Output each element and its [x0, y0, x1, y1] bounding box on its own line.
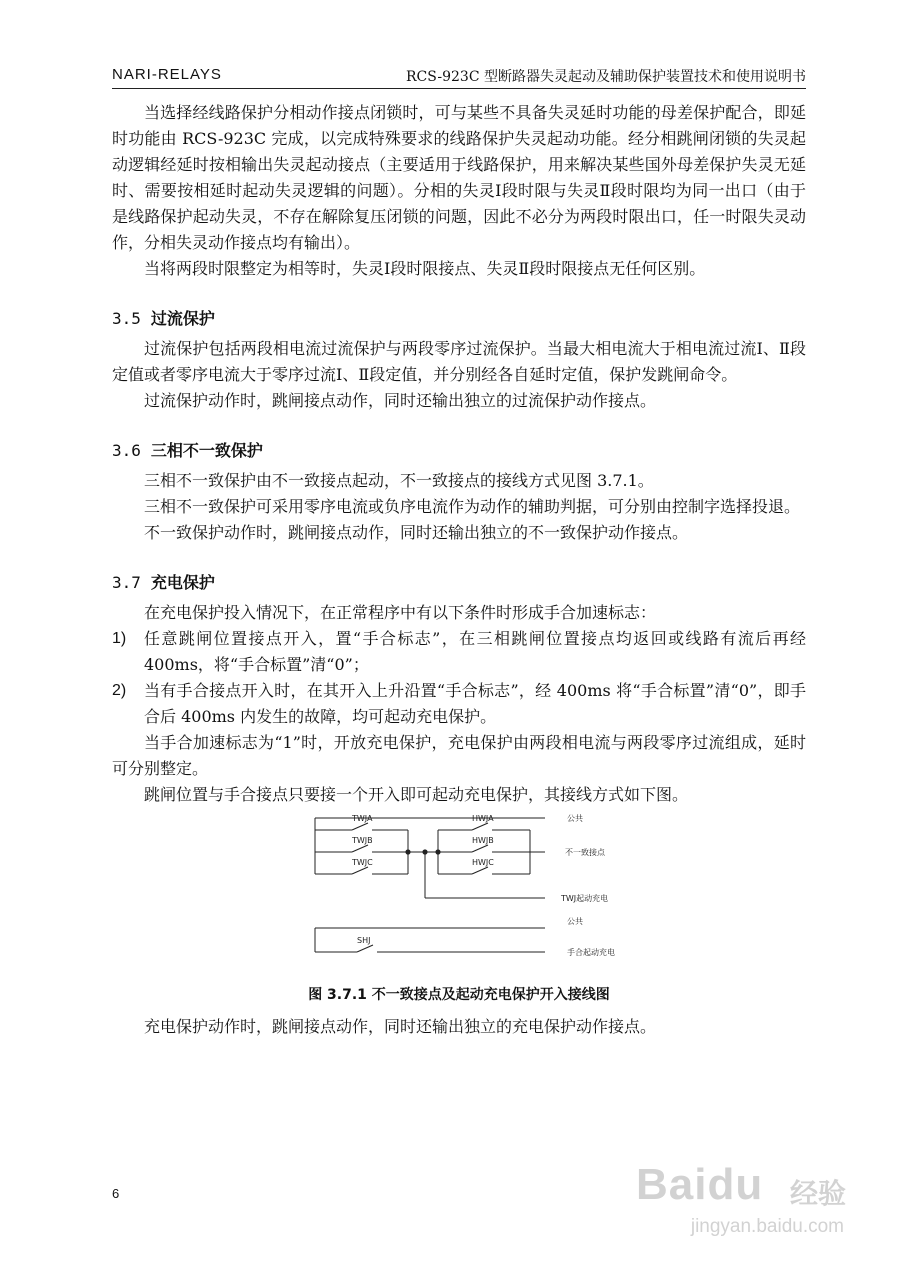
header-brand: NARI-RELAYS [112, 66, 222, 83]
header-doc-title: RCS-923C 型断路器失灵起动及辅助保护装置技术和使用说明书 [406, 69, 806, 85]
list-item [112, 626, 806, 678]
intro-paragraph: 当将两段时限整定为相等时，失灵Ⅰ段时限接点、失灵Ⅱ段时限接点无任何区别。 [144, 259, 706, 278]
section-heading [112, 438, 806, 464]
junction-dot [405, 849, 410, 854]
junction-dot [422, 849, 427, 854]
section-heading [112, 306, 806, 332]
contact-label: TWJA [352, 814, 373, 823]
list-text: 当有手合接点开入时，在其开入上升沿置“手合标志”，经 400ms 将“手合标置”清“0”，即手合后 400ms 内发生的故障，均可起动充电保护。 [144, 681, 806, 726]
terminal-label: 公共 [567, 917, 583, 926]
terminal-label: 手合起动充电 [567, 948, 615, 957]
section-number: 3.6 [112, 441, 141, 460]
section-paragraph: 过流保护动作时，跳闸接点动作，同时还输出独立的过流保护动作接点。 [144, 391, 657, 410]
list-number: 1) [112, 630, 127, 647]
terminal-label: TWJ起动充电 [561, 894, 609, 903]
baidu-watermark [636, 1160, 846, 1250]
section-heading [112, 570, 806, 596]
terminal-label: 公共 [567, 814, 583, 823]
junction-dot [435, 849, 440, 854]
contact-label: SHJ [357, 936, 371, 945]
closing-paragraph: 充电保护动作时，跳闸接点动作，同时还输出独立的充电保护动作接点。 [144, 1017, 657, 1036]
section-paragraph: 不一致保护动作时，跳闸接点动作，同时还输出独立的不一致保护动作接点。 [144, 523, 689, 542]
contact-label: TWJC [352, 858, 373, 867]
contact-label: HWJB [472, 836, 494, 845]
section-number: 3.5 [112, 309, 141, 328]
section-paragraph: 当手合加速标志为“1”时，开放充电保护，充电保护由两段相电流与两段零序过流组成，延时可分别整定。 [112, 733, 806, 778]
list-number: 2) [112, 682, 127, 699]
terminal-label: 不一致接点 [565, 848, 605, 857]
page-number: 6 [112, 1186, 120, 1201]
section-paragraph: 三相不一致保护可采用零序电流或负序电流作为动作的辅助判据，可分别由控制字选择投退。 [144, 497, 801, 516]
list-item [112, 678, 806, 730]
section-paragraph: 三相不一致保护由不一致接点起动，不一致接点的接线方式见图 3.7.1。 [144, 471, 654, 490]
section-paragraph: 跳闸位置与手合接点只要接一个开入即可起动充电保护，其接线方式如下图。 [144, 785, 689, 804]
wiring-diagram-svg [112, 810, 806, 980]
figure-caption: 图 3.7.1 不一致接点及起动充电保护开入接线图 [308, 987, 610, 1003]
section-title: 过流保护 [150, 309, 215, 328]
contact-label: HWJC [472, 858, 494, 867]
list-text: 任意跳闸位置接点开入，置“手合标志”，在三相跳闸位置接点均返回或线路有流后再经 400ms，将“手合标置”清“0”； [144, 629, 806, 674]
section-title: 三相不一致保护 [150, 441, 263, 460]
watermark-url: jingyan.baidu.com [690, 1216, 844, 1237]
section-paragraph: 在充电保护投入情况下，在正常程序中有以下条件时形成手合加速标志： [144, 603, 657, 622]
intro-paragraph: 当选择经线路保护分相动作接点闭锁时，可与某些不具备失灵延时功能的母差保护配合，即延时功能由 RCS-923C 完成，以完成特殊要求的线路保护失灵起动功能。经分相跳闸闭锁的失灵起动逻辑经延时按相输出失灵起动接点（主要适用于线路保护，用来解决某些国外母差保护失灵无延时、需要按相延时起动失灵逻辑的问题）。分相的失灵Ⅰ段时限与失灵Ⅱ段时限均为同一出口（由于是线路保护起动失灵，不存在解除复压闭锁的问题，因此不必分为两段时限出口，任一时限失灵动作，分相失灵动作接点均有输出）。 [112, 103, 806, 252]
section-title: 充电保护 [150, 573, 215, 592]
page-header [112, 64, 806, 89]
page-content [112, 100, 806, 1040]
contact-label: TWJB [352, 836, 373, 845]
contact-label: HWJA [472, 814, 494, 823]
section-paragraph: 过流保护包括两段相电流过流保护与两段零序过流保护。当最大相电流大于相电流过流Ⅰ、Ⅱ段定值或者零序电流大于零序过流Ⅰ、Ⅱ段定值，并分别经各自延时定值，保护发跳闸命令。 [112, 339, 806, 384]
watermark-text: 经验 [789, 1177, 846, 1210]
section-number: 3.7 [112, 573, 141, 592]
watermark-logo: Baidu [636, 1160, 764, 1209]
wiring-diagram [112, 810, 806, 980]
